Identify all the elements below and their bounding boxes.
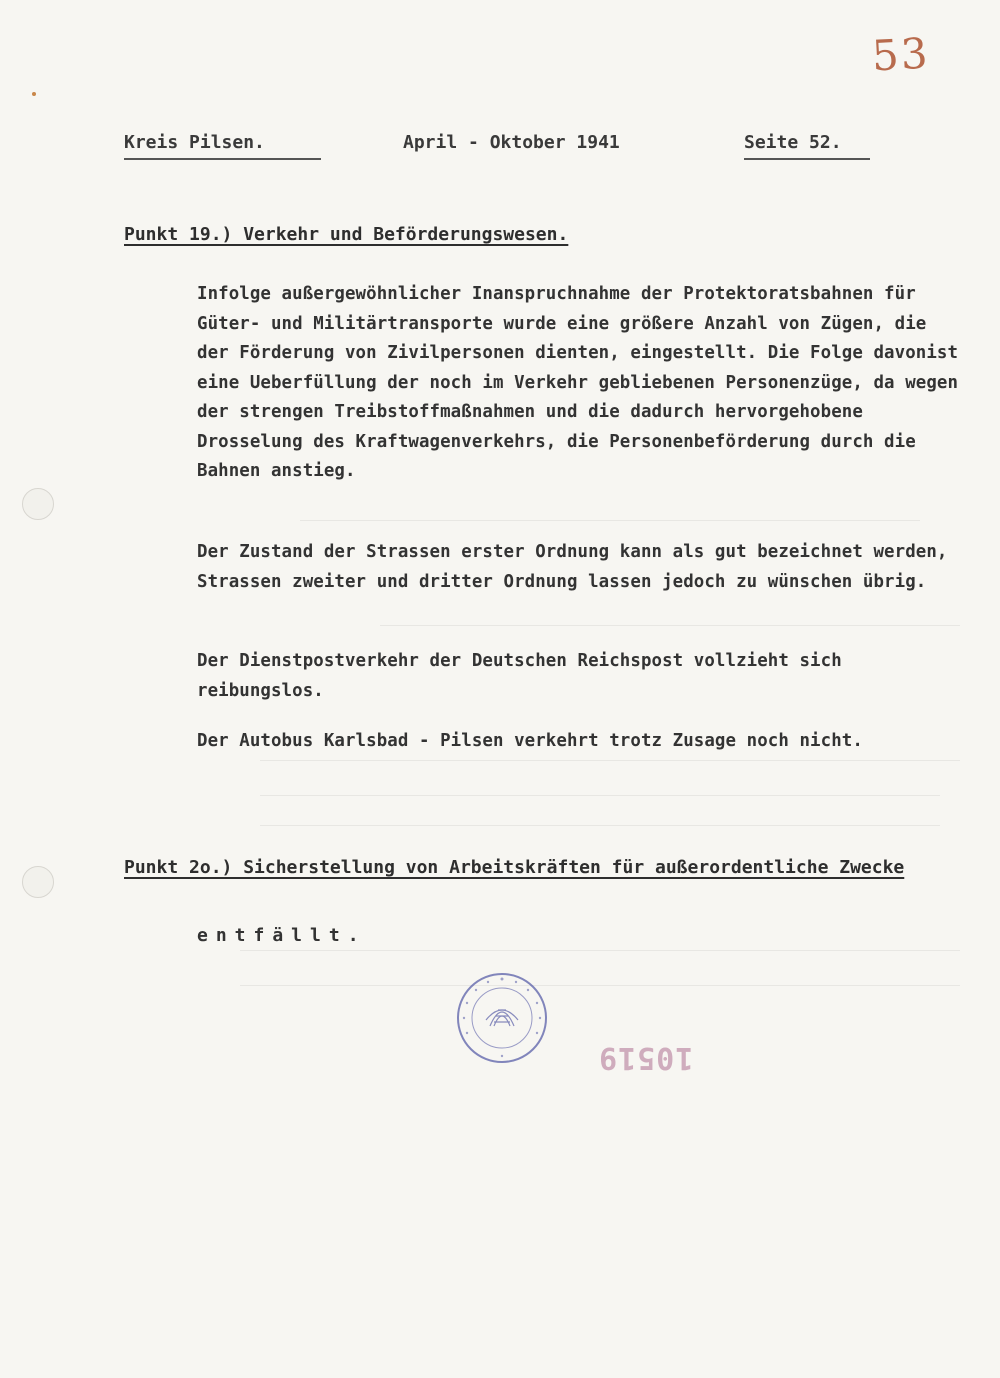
paper-speck [32, 92, 36, 96]
archive-inventory-number: 10519 [598, 1040, 694, 1075]
section-heading-20: Punkt 2o.) Sicherstellung von Arbeitskräften für außerordentliche Zwecke [124, 857, 905, 878]
header-district: Kreis Pilsen. [124, 132, 265, 153]
paragraph-road-condition: Der Zustand der Strassen erster Ordnung kann als gut bezeichnet werden, Strassen zweiter und dritter Ordnung lassen jedoch zu wünschen übrig. [197, 542, 948, 592]
paragraph-bus-line: Der Autobus Karlsbad - Pilsen verkehrt trotz Zusage noch nicht. [197, 731, 863, 751]
header-period: April - Oktober 1941 [403, 132, 620, 153]
bleed-through-line [380, 625, 960, 626]
header-rule-left [124, 158, 321, 160]
bleed-through-line [240, 985, 960, 986]
section-heading-19: Punkt 19.) Verkehr und Beförderungswesen. [124, 224, 569, 245]
handwritten-page-number: 53 [870, 28, 931, 81]
bleed-through-line [260, 760, 960, 761]
paragraph-postal-service: Der Dienstpostverkehr der Deutschen Reichspost vollzieht sich reibungslos. [197, 651, 842, 701]
paragraph-rail-transport: Infolge außergewöhnlicher Inanspruchnahme der Protektoratsbahnen für Güter- und Militärtransporte wurde eine größere Anzahl von Zügen, die der Förderung von Zivilpersonen dienten, eingestellt. Die Folge davonist eine Ueberfüllung der noch im Verkehr gebliebenen Personenzüge, da wegen der strengen Treibstoffmaßnahmen und die dadurch hervorgehobene Drosselung des Kraftwagenverkehrs, die Personenbeförderung durch die Bahnen anstieg. [197, 284, 959, 481]
bleed-through-line [300, 520, 920, 521]
archive-seal-stamp [454, 970, 550, 1066]
header-rule-right [744, 158, 870, 160]
bleed-through-line [260, 825, 940, 826]
punch-hole [22, 488, 54, 520]
seal-icon [454, 970, 550, 1066]
header-page: Seite 52. [744, 132, 842, 153]
bleed-through-line [240, 950, 960, 951]
section-20-body: entfällt. [197, 925, 367, 946]
punch-hole [22, 866, 54, 898]
bleed-through-line [260, 795, 940, 796]
